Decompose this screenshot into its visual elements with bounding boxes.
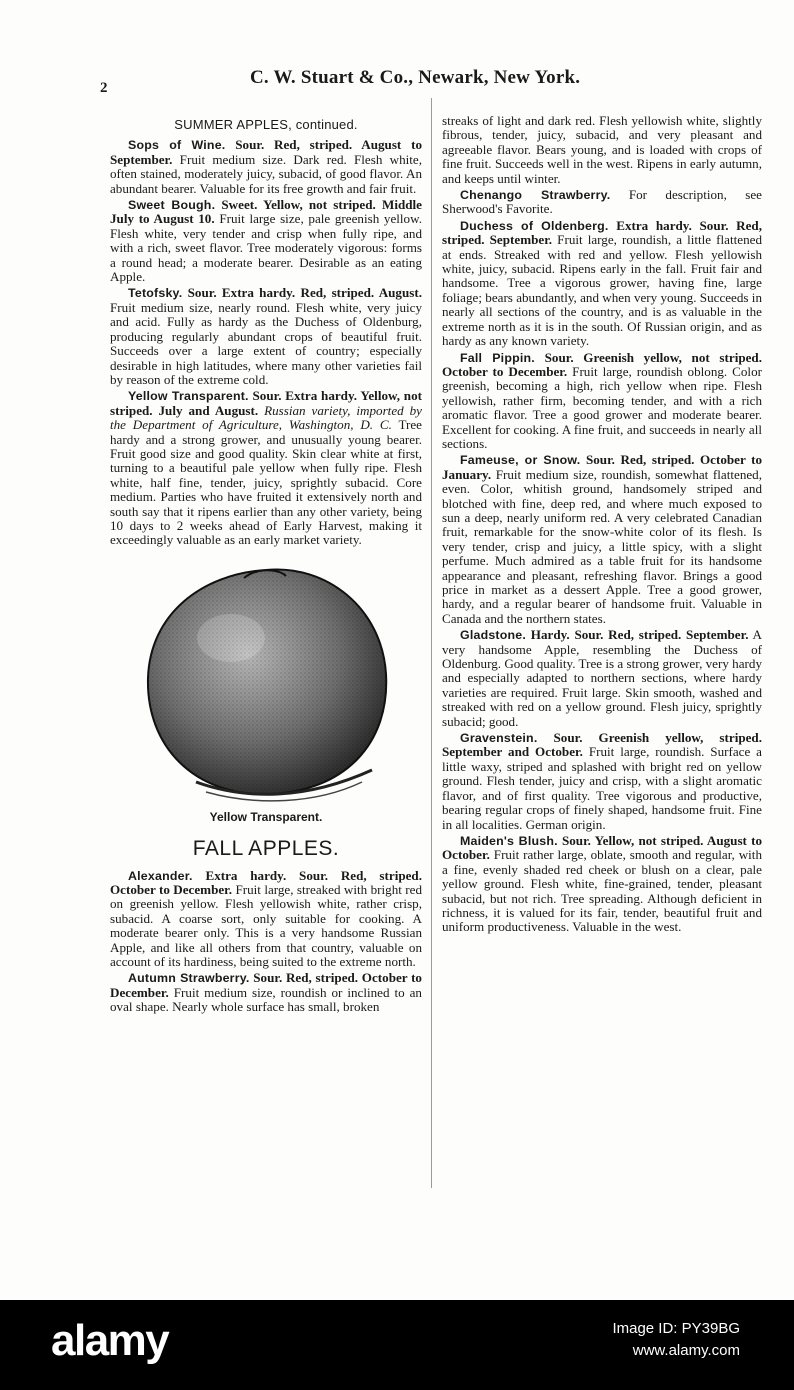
entry-name: Chenango Strawberry. xyxy=(460,188,611,203)
entry-yellow-transparent xyxy=(110,389,422,547)
left-column xyxy=(110,116,422,1017)
entry-name: Autumn Strawberry. xyxy=(128,971,250,986)
entry-attributes: Sour. Red, striped. October to January. xyxy=(442,452,762,482)
entry-attributes: Sour. Extra hardy. Red, striped. August. xyxy=(187,285,422,301)
entry-tetofsky xyxy=(110,286,422,387)
entry-name: Gravenstein. xyxy=(460,731,538,746)
entry-name: Fameuse, or Snow. xyxy=(460,453,581,468)
entry-alexander xyxy=(110,869,422,970)
entry-attributes: Extra hardy. Sour. Red, striped. October to December. xyxy=(110,867,422,897)
entry-description: Fruit medium size. Dark red. Flesh white, often stained, moderately juicy, subacid, of good flavor. An abundant bearer. Valuable for its free growth and fair fruit. xyxy=(110,151,422,196)
entry-origin-note: Russian variety, imported by the Department of Agriculture, Washington, D. C. xyxy=(110,402,422,433)
section-heading-summer: SUMMER APPLES, continued. xyxy=(174,117,358,132)
column-divider xyxy=(431,98,432,1188)
entry-attributes: Sour. Extra hardy. Yellow, not striped. July and August. xyxy=(110,388,422,418)
entry-name: Sops of Wine. xyxy=(128,138,226,153)
entry-gladstone xyxy=(442,628,762,729)
stock-watermark-bar xyxy=(0,1300,794,1390)
entry-attributes: Sour. Red, striped. August to September. xyxy=(110,137,422,167)
page-title: C. W. Stuart & Co., Newark, New York. xyxy=(250,67,581,88)
entry-autumn-strawberry-continued: streaks of light and dark red. Flesh yellowish white, slightly fibrous, tender, juicy, subacid, and very pleasant and agreeable flavor. Bears young, and is loaded with crops of fine fruit. Succeeds well in the west. Ripens in early autumn, and keeps until winter. xyxy=(442,113,762,186)
page-number: 2 xyxy=(100,80,108,96)
entry-description: Fruit large, streaked with bright red on greenish yellow. Flesh yellowish white, rather crisp, subacid. A coarse sort, only suitable for cooking. A moderate bearer only. This is a very handsome Russian Apple, and like all others from that country, valuable on account of its hardiness, being suited to the extreme north. xyxy=(110,882,422,970)
entry-chenango-strawberry xyxy=(442,188,762,217)
entry-gravenstein xyxy=(442,731,762,832)
entry-fall-pippin xyxy=(442,351,762,452)
entry-description: For description, see Sherwood's Favorite. xyxy=(442,187,762,217)
entry-description: Tree hardy and a strong grower, and unusually young bearer. Fruit good size and good quality. Skin clear white at first, turning to a beautiful pale yellow when fully ripe. Flesh white, half fine, tender, juicy, sprightly subacid. Core medium. Parties who have fruited it extensively north and south say that it ripens earlier than any other variety, being 10 days to 2 weeks ahead of Early Harvest, making it exceedingly valuable as an early market variety. xyxy=(110,417,422,548)
entry-name: Tetofsky. xyxy=(128,286,183,301)
entry-attributes: Sour. Yellow, not striped. August to October. xyxy=(442,832,762,863)
entry-sops-of-wine xyxy=(110,138,422,196)
apple-engraving-icon xyxy=(136,556,396,808)
entry-description: Fruit medium size, roundish, somewhat flattened, even. Color, whitish ground, handsomely striped and blotched with fine, deep red, and where much exposed to sun a deep, nearly uniform red. A very celebrated Canadian fruit, remarkable for the snow-white color of its flesh. Is very tender, crisp and juicy, a little spicy, with a slight perfume. Much admired as a table fruit for its handsome appearance and pleasant, refreshing flavor. Brings a good price in market as a dessert Apple. Tree a good grower, hardy, and a regular bearer of handsome fruit. Valuable in Canada and the northern states. xyxy=(442,466,762,626)
page-header xyxy=(0,66,794,96)
entry-description: Fruit medium size, nearly round. Flesh white, very juicy and acid. Fully as hardy as the Duchess of Oldenburg, producing regularly abundant crops of beautiful fruit. Succeeds over a large extent of country; especially desirable in high latitudes, where many other varieties fail by reason of the extreme cold. xyxy=(110,299,422,387)
entry-attributes: Sour. Red, striped. October to December. xyxy=(110,970,422,1000)
apple-illustration xyxy=(110,556,422,824)
entry-description: Fruit large size, pale greenish yellow. Flesh white, very tender and crisp when fully ripe, and with a rich, sweet flavor. Tree moderately vigorous: forms a round head; a moderate bearer. Desirable as an eating Apple. xyxy=(110,211,422,285)
entry-attributes: Sweet. Yellow, not striped. Middle July to August 10. xyxy=(110,197,422,227)
entry-name: Gladstone. xyxy=(460,628,527,643)
stock-logo: alamy xyxy=(51,1316,169,1365)
entry-attributes: Extra hardy. Sour. Red, striped. September. xyxy=(442,217,762,248)
entry-description: A very handsome Apple, resembling the Duchess of Oldenburg. Good quality. Tree is a strong grower, very hardy and especially adapted to northern sections, where hardy varieties are required. Fruit large. Skin smooth, washed and streaked with red on a yellow ground. Flesh juicy, sprightly subacid; good. xyxy=(442,627,762,729)
entry-attributes: Sour. Greenish yellow, not striped. October to December. xyxy=(442,349,762,379)
entry-description: Fruit large, roundish. Surface a little waxy, striped and splashed with bright red on yellow ground. Flesh tender, juicy and crisp, with a slight aromatic flavor, and of first quality. Tree vigorous and productive, bearing regular crops of finely shaped, handsome fruit. Fine in all localities. German origin. xyxy=(442,744,762,832)
entry-autumn-strawberry xyxy=(110,971,422,1014)
image-id-label: Image ID: PY39BG xyxy=(612,1320,740,1337)
figure-caption: Yellow Transparent. xyxy=(209,809,323,824)
entry-name: Duchess of Oldenberg. xyxy=(460,218,609,233)
entry-sweet-bough xyxy=(110,198,422,284)
entry-description: Fruit large, roundish, a little flattened at ends. Streaked with red and yellow. Flesh yellowish white, juicy, subacid. Ripens early in the fall. Fruit fair and handsome. Tree a vigorous grower, having fine, large foliage; bears abundantly, and when very young. Succeeds in nearly all sections of the country, and is as valuable in the extreme north as it is in the south. Of Russian origin, and as hardy as any known variety. xyxy=(442,232,762,349)
stock-url: www.alamy.com xyxy=(632,1342,740,1359)
entry-name: Sweet Bough. xyxy=(128,198,216,213)
entry-description: Fruit medium size, roundish or inclined to an oval shape. Nearly whole surface has small, broken xyxy=(110,984,422,1015)
entry-description: Fruit rather large, oblate, smooth and regular, with a fine, evenly shaded red cheek or blush on a clear, pale yellow ground. Flesh white, fine-grained, tender, pleasant subacid, but not rich. Tree spreading. Although deficient in richness, it is valued for its fair, tender, beautiful fruit and uniform productiveness. Valuable in the west. xyxy=(442,847,762,935)
right-column xyxy=(442,114,762,937)
entry-fameuse xyxy=(442,453,762,626)
entry-attributes: Hardy. Sour. Red, striped. September. xyxy=(530,627,749,643)
entry-attributes: Sour. Greenish yellow, striped. September and October. xyxy=(442,730,762,760)
entry-maidens-blush xyxy=(442,834,762,935)
entry-name: Maiden's Blush. xyxy=(460,833,558,848)
entry-description: Fruit large, roundish oblong. Color greenish, becoming a high, rich yellow when ripe. Flesh yellowish, rather firm, becoming tender, and with a rich aromatic flavor. Tree a good grower and moderate bearer. Excellent for cooking. A fine fruit, and succeeds in nearly all sections. xyxy=(442,363,762,451)
entry-duchess-of-oldenberg xyxy=(442,219,762,349)
entry-name: Yellow Transparent. xyxy=(128,389,249,404)
section-heading-fall: FALL APPLES. xyxy=(192,837,340,861)
entry-name: Fall Pippin. xyxy=(460,350,535,365)
entry-name: Alexander. xyxy=(128,868,193,883)
